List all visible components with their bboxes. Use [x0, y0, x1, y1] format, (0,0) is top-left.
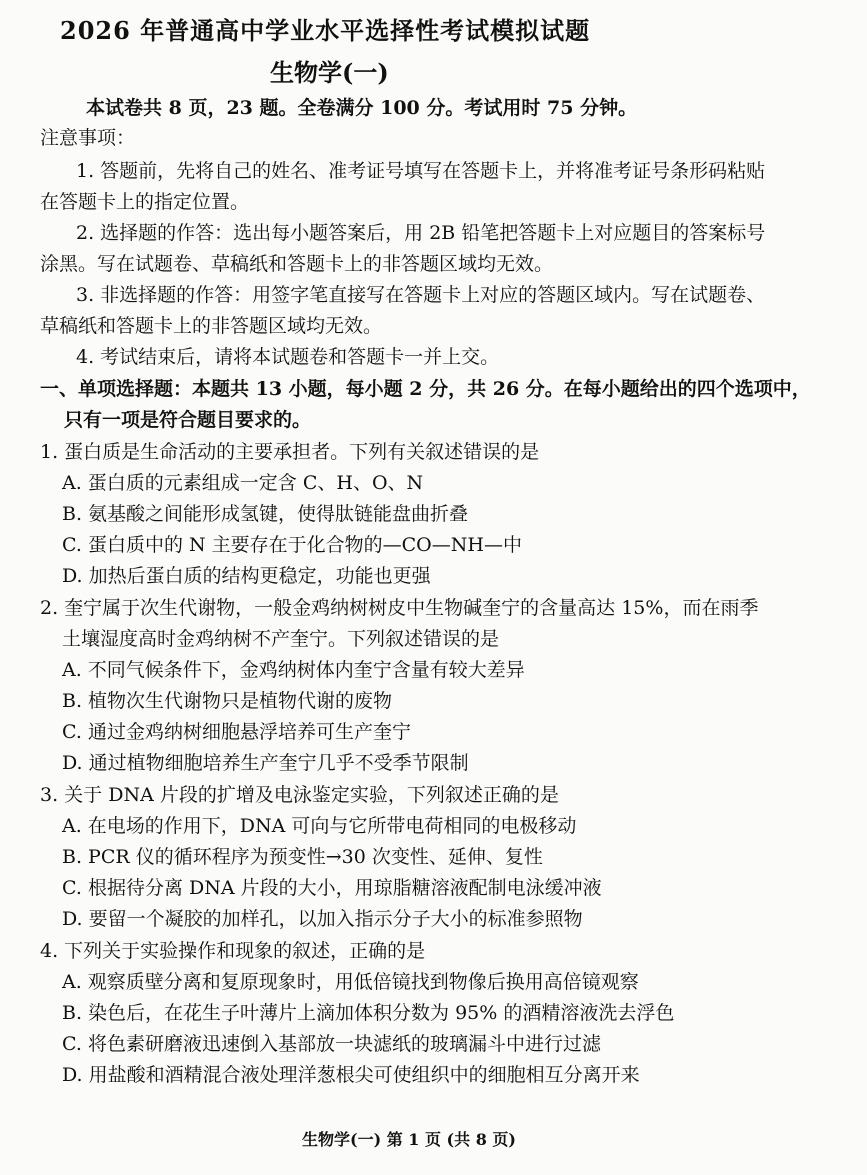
- note-item-3: 3. 非选择题的作答：用签字笔直接写在答题卡上对应的答题区域内。写在试题卷、: [76, 284, 766, 306]
- question-2-option-a: A. 不同气候条件下，金鸡纳树体内奎宁含量有较大差异: [62, 659, 525, 681]
- note-item-1: 1. 答题前，先将自己的姓名、准考证号填写在答题卡上，并将准考证号条形码粘贴: [76, 160, 766, 182]
- section-heading-cont: 只有一项是符合题目要求的。: [64, 409, 312, 431]
- note-item-1-cont: 在答题卡上的指定位置。: [40, 191, 250, 213]
- question-3-option-a: A. 在电场的作用下，DNA 可向与它所带电荷相同的电极移动: [62, 815, 577, 837]
- question-2-stem-cont: 土壤湿度高时金鸡纳树不产奎宁。下列叙述错误的是: [62, 628, 500, 650]
- exam-title: 2026 年普通高中学业水平选择性考试模拟试题: [60, 16, 591, 45]
- note-item-4: 4. 考试结束后，请将本试题卷和答题卡一并上交。: [76, 346, 500, 368]
- note-item-3-cont: 草稿纸和答题卡上的非答题区域均无效。: [40, 315, 383, 337]
- question-4-option-b: B. 染色后，在花生子叶薄片上滴加体积分数为 95% 的酒精溶液洗去浮色: [62, 1002, 675, 1024]
- question-4-option-d: D. 用盐酸和酒精混合液处理洋葱根尖可使组织中的细胞相互分离开来: [62, 1064, 640, 1086]
- exam-subtitle: 生物学(一): [270, 58, 389, 87]
- question-3-option-d: D. 要留一个凝胶的加样孔，以加入指示分子大小的标准参照物: [62, 908, 583, 930]
- question-4-stem: 4. 下列关于实验操作和现象的叙述，正确的是: [40, 940, 426, 962]
- note-item-2: 2. 选择题的作答：选出每小题答案后，用 2B 铅笔把答题卡上对应题目的答案标号: [76, 222, 766, 244]
- question-3-stem: 3. 关于 DNA 片段的扩增及电泳鉴定实验，下列叙述正确的是: [40, 784, 559, 806]
- note-item-2-cont: 涂黑。写在试题卷、草稿纸和答题卡上的非答题区域均无效。: [40, 253, 554, 275]
- question-1-option-b: B. 氨基酸之间能形成氢键，使得肽链能盘曲折叠: [62, 503, 469, 525]
- question-1-option-d: D. 加热后蛋白质的结构更稳定，功能也更强: [62, 565, 431, 587]
- question-1-option-c: C. 蛋白质中的 N 主要存在于化合物的—CO—NH—中: [62, 534, 522, 556]
- question-2-option-c: C. 通过金鸡纳树细胞悬浮培养可生产奎宁: [62, 721, 411, 743]
- exam-info: 本试卷共 8 页，23 题。全卷满分 100 分。考试用时 75 分钟。: [86, 97, 638, 119]
- question-1-option-a: A. 蛋白质的元素组成一定含 C、H、O、N: [62, 472, 424, 494]
- question-4-option-c: C. 将色素研磨液迅速倒入基部放一块滤纸的玻璃漏斗中进行过滤: [62, 1033, 601, 1055]
- question-3-option-b: B. PCR 仪的循环程序为预变性→30 次变性、延伸、复性: [62, 846, 543, 868]
- question-3-option-c: C. 根据待分离 DNA 片段的大小，用琼脂糖溶液配制电泳缓冲液: [62, 877, 602, 899]
- question-2-option-d: D. 通过植物细胞培养生产奎宁几乎不受季节限制: [62, 752, 469, 774]
- notes-heading: 注意事项：: [40, 127, 136, 149]
- question-4-option-a: A. 观察质壁分离和复原现象时，用低倍镜找到物像后换用高倍镜观察: [62, 971, 639, 993]
- question-1-stem: 1. 蛋白质是生命活动的主要承担者。下列有关叙述错误的是: [40, 441, 540, 463]
- question-2-option-b: B. 植物次生代谢物只是植物代谢的废物: [62, 690, 393, 712]
- question-2-stem: 2. 奎宁属于次生代谢物，一般金鸡纳树树皮中生物碱奎宁的含量高达 15%，而在雨季: [40, 597, 759, 619]
- section-heading: 一、单项选择题：本题共 13 小题，每小题 2 分，共 26 分。在每小题给出的四个选项中，: [40, 378, 811, 400]
- page-footer: 生物学(一) 第 1 页 (共 8 页): [302, 1130, 516, 1149]
